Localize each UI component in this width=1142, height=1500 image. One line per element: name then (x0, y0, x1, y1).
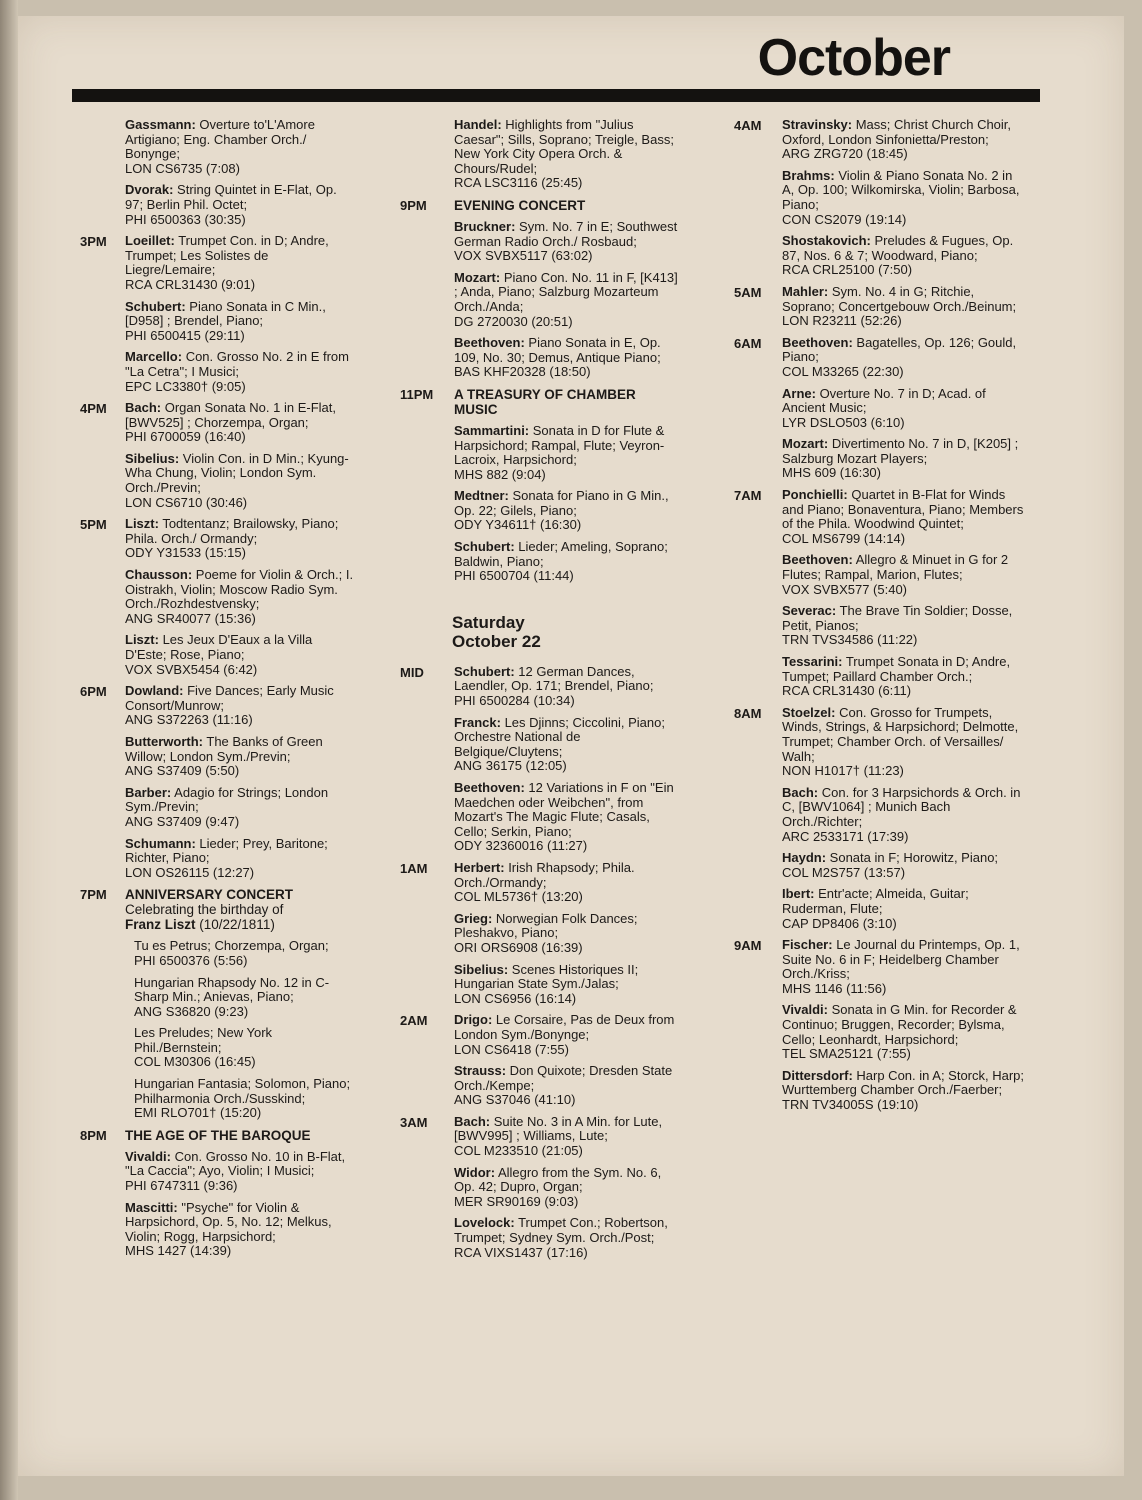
record-number: ANG S372263 (11:16) (125, 712, 253, 728)
listing (125, 183, 355, 227)
slot-time (400, 118, 454, 198)
record-number: ODY Y34611† (16:30) (454, 517, 582, 533)
composer-name: Beethoven: (782, 334, 853, 350)
slot-items (125, 118, 355, 234)
listing (454, 118, 680, 191)
listing (454, 781, 680, 854)
record-number: COL M2S757 (13:57) (782, 864, 906, 880)
binding-spine (0, 0, 18, 1500)
composer-name: Bach: (454, 1113, 491, 1129)
record-number: MER SR90169 (9:03) (454, 1193, 579, 1209)
work-details: Sonata in G Min. for Recorder & Continuo; Bruggen, Recorder; Bylsma, Cello; Leonhardt, Harpsichord; (782, 1002, 1017, 1047)
composer-name: Dittersdorf: (782, 1067, 853, 1083)
work-details: The Brave Tin Soldier; Dosse, Petit, Pianos; (782, 603, 1013, 633)
slot-time: 6PM (80, 684, 107, 700)
slot-items (454, 665, 680, 861)
composer-name: Dowland: (125, 683, 184, 699)
slot-items (125, 887, 355, 1128)
composer-name: Marcello: (125, 349, 183, 365)
work-details: Sonata in F; Horowitz, Piano; (826, 850, 999, 866)
work-details: Entr'acte; Almeida, Guitar; Ruderman, Flute; (782, 886, 969, 916)
composer-name: Tessarini: (782, 654, 843, 669)
listing (125, 118, 355, 176)
work-details: Irish Rhapsody; Phila. Orch./Ormandy; (454, 859, 635, 890)
composer-name: Schubert: (454, 663, 515, 679)
page-title: October (757, 29, 950, 87)
work-details: Tu es Petrus; Chorzempa, Organ; (134, 938, 329, 954)
composer-name: Beethoven: (454, 780, 525, 795)
day-heading-date: October 22 (452, 631, 541, 651)
schedule-slot (80, 118, 355, 234)
schedule-slot (734, 336, 1024, 488)
record-number: ARC 2533171 (17:39) (782, 828, 909, 844)
slot-time: 1AM (400, 860, 428, 876)
listing (454, 861, 680, 905)
listing (782, 604, 1024, 648)
work-details: Piano Con. No. 11 in F, [K413] ; Anda, Piano; Salzburg Mozarteum Orch./Anda; (454, 269, 678, 314)
composer-name: Handel: (454, 117, 502, 132)
record-number: LON CS6735 (7:08) (125, 160, 240, 176)
record-number: VOX SVBX577 (5:40) (782, 581, 908, 597)
schedule-slot (400, 665, 680, 861)
listing (782, 887, 1024, 931)
composer-name: Mozart: (454, 269, 501, 285)
slot-items (454, 198, 680, 387)
listing (125, 234, 355, 292)
work-details: Trumpet Con.; Robertson, Trumpet; Sydney Sym. Orch./Post; (454, 1215, 668, 1246)
slot-time: 2AM (400, 1013, 428, 1029)
composer-name: Schumann: (125, 835, 196, 851)
slot-items (454, 861, 680, 1013)
slot-time: 6AM (734, 335, 762, 351)
work-details: Les Jeux D'Eaux a la Villa D'Este; Rose, Piano; (125, 632, 313, 662)
schedule-slot (734, 285, 1024, 336)
listing (125, 1150, 355, 1194)
record-number: COL MS6799 (14:14) (782, 530, 906, 546)
slot-time: 7PM (80, 887, 107, 903)
composer-name: Mascitti: (125, 1199, 178, 1215)
listing (782, 655, 1024, 699)
work-details: Adagio for Strings; London Sym./Previn; (125, 784, 329, 815)
listing (782, 336, 1024, 380)
work-details: Hungarian Fantasia; Solomon, Piano; Philharmonia Orch./Susskind; (134, 1076, 351, 1106)
slot-time: 9AM (734, 938, 762, 954)
listing (125, 401, 355, 445)
listing (454, 963, 680, 1007)
work-details: Organ Sonata No. 1 in E-Flat, [BWV525] ; Chorzempa, Organ; (125, 400, 336, 430)
work-details: Hungarian Rhapsody No. 12 in C-Sharp Min.; Anievas, Piano; (134, 974, 330, 1005)
work-details: Le Journal du Printemps, Op. 1, Suite No. 6 in F; Heidelberg Chamber Orch./Kriss; (782, 937, 1020, 982)
work-details: Con. Grosso No. 2 in E from "La Cetra"; I Musici; (125, 349, 349, 379)
slot-time (80, 118, 125, 234)
listing (454, 424, 680, 482)
schedule-slot (400, 1013, 680, 1115)
subheading-composer: Franz Liszt (125, 917, 196, 933)
listing (782, 851, 1024, 880)
listing (782, 118, 1024, 162)
composer-name: Vivaldi: (782, 1002, 829, 1018)
composer-name: Barber: (125, 784, 172, 800)
listing (454, 1115, 680, 1159)
listing (454, 665, 680, 709)
record-number: TRN TV34005S (19:10) (782, 1097, 919, 1113)
composer-name: Loeillet: (125, 233, 175, 249)
slot-items (454, 1013, 680, 1115)
title-rule (72, 89, 1040, 102)
work-details: Quartet in B-Flat for Winds and Piano; Bonaventura, Piano; Members of the Phila. Woodwind Quintet; (782, 487, 1024, 532)
composer-name: Liszt: (125, 516, 159, 532)
composer-name: Chausson: (125, 567, 193, 583)
record-number: ANG S37409 (9:47) (125, 813, 240, 829)
slot-time: 3PM (80, 234, 107, 250)
listing (125, 1077, 355, 1121)
listing (782, 488, 1024, 546)
composer-name: Dvorak: (125, 182, 174, 198)
record-number: VOX SVBX5117 (63:02) (454, 248, 593, 264)
slot-items (125, 234, 355, 401)
listing (454, 716, 680, 774)
work-details: Lieder; Ameling, Soprano; Baldwin, Piano; (454, 539, 668, 569)
schedule-slot (80, 401, 355, 517)
slot-items (782, 118, 1024, 285)
composer-name: Franck: (454, 714, 501, 730)
work-details: Con. Grosso for Trumpets, Winds, Strings, & Harpsichord; Delmotte, Trumpet; Chamber Orch. of Versailles/ Walh; (782, 704, 1019, 764)
composer-name: Arne: (782, 385, 816, 401)
record-number: EMI RLO701† (15:20) (134, 1105, 262, 1121)
schedule-slot (400, 387, 680, 591)
work-details: Trumpet Sonata in D; Andre, Tumpet; Paillard Chamber Orch.; (782, 654, 1011, 684)
work-details: Con. for 3 Harpsichords & Orch. in C, [BWV1064] ; Munich Bach Orch./Richter; (782, 784, 1021, 829)
composer-name: Fischer: (782, 937, 833, 953)
column-2 (400, 118, 680, 1267)
slot-time: 5PM (80, 517, 107, 533)
work-details: Violin & Piano Sonata No. 2 in A, Op. 100; Wilkomirska, Violin; Barbosa, Piano; (782, 167, 1020, 212)
listing (125, 735, 355, 779)
slot-time: 9PM (400, 197, 427, 213)
record-number: MHS 1146 (11:56) (782, 980, 887, 996)
work-details: Les Djinns; Ciccolini, Piano; Orchestre National de Belgique/Cluytens; (454, 714, 665, 759)
composer-name: Bach: (125, 400, 162, 416)
work-details: Overture No. 7 in D; Acad. of Ancient Music; (782, 385, 986, 416)
day-heading-weekday: Saturday (452, 612, 525, 632)
work-details: Mass; Christ Church Choir, Oxford, London Sinfonietta/Preston; (782, 117, 1012, 147)
record-number: PHI 6700059 (16:40) (125, 429, 246, 445)
work-details: Todtentanz; Brailowsky, Piano; Phila. Orch./ Ormandy; (125, 516, 339, 546)
program-heading: A TREASURY OF CHAMBER MUSIC (454, 386, 636, 417)
record-number: RCA CRL31430 (9:01) (125, 276, 256, 292)
work-details: Suite No. 3 in A Min. for Lute, [BWV995] ; Williams, Lute; (454, 1113, 663, 1144)
record-number: ANG S37046 (41:10) (454, 1092, 576, 1108)
composer-name: Ibert: (782, 886, 815, 902)
composer-name: Stoelzel: (782, 704, 836, 720)
record-number: VOX SVBX5454 (6:42) (125, 661, 258, 677)
composer-name: Bach: (782, 784, 819, 800)
listing (454, 912, 680, 956)
slot-items (782, 285, 1024, 336)
record-number: MHS 1427 (14:39) (125, 1243, 232, 1259)
slot-items (125, 401, 355, 517)
record-number: ANG S37409 (5:50) (125, 763, 240, 779)
record-number: LON R23211 (52:26) (782, 313, 902, 329)
column-3 (734, 118, 1024, 1120)
slot-time: 4PM (80, 401, 107, 417)
listing (782, 1003, 1024, 1061)
listing (125, 786, 355, 830)
listing (782, 938, 1024, 996)
slot-items (125, 1128, 355, 1266)
composer-name: Sibelius: (454, 961, 509, 977)
composer-name: Brahms: (782, 167, 835, 183)
record-number: ANG SR40077 (15:36) (125, 610, 256, 626)
program-subheading (125, 902, 355, 932)
slot-time: 3AM (400, 1114, 428, 1130)
schedule-slot (80, 1128, 355, 1266)
slot-time: 7AM (734, 488, 762, 504)
record-number: NON H1017† (11:23) (782, 763, 904, 779)
work-details: Con. Grosso No. 10 in B-Flat, "La Caccia"; Ayo, Violin; I Musici; (125, 1148, 346, 1179)
work-details: Allegro from the Sym. No. 6, Op. 42; Dupro, Organ; (454, 1164, 662, 1195)
composer-name: Mahler: (782, 283, 829, 299)
listing (454, 1166, 680, 1210)
record-number: COL M33265 (22:30) (782, 363, 904, 379)
record-number: LON CS6710 (30:46) (125, 494, 248, 510)
listing (782, 786, 1024, 844)
record-number: RCA CRL25100 (7:50) (782, 262, 913, 278)
work-details: Allegro & Minuet in G for 2 Flutes; Rampal, Marion, Flutes; (782, 552, 1009, 583)
record-number: ODY 32360016 (11:27) (454, 838, 588, 854)
slot-items (782, 488, 1024, 706)
composer-name: Beethoven: (782, 552, 853, 568)
record-number: ODY Y31533 (15:15) (125, 545, 246, 561)
record-number: COL M30306 (16:45) (134, 1054, 256, 1070)
work-details: Les Preludes; New York Phil./Bernstein; (134, 1025, 273, 1055)
schedule-slot (734, 488, 1024, 706)
slot-items (454, 1115, 680, 1267)
composer-name: Beethoven: (454, 335, 525, 351)
column-1 (80, 118, 355, 1266)
composer-name: Stravinsky: (782, 117, 853, 132)
record-number: MHS 609 (16:30) (782, 465, 881, 481)
record-number: TRN TVS34586 (11:22) (782, 632, 918, 648)
record-number: PHI 6500363 (30:35) (125, 211, 246, 227)
listing (125, 452, 355, 510)
record-number: COL M233510 (21:05) (454, 1143, 583, 1159)
listing (125, 517, 355, 561)
listing (454, 540, 680, 584)
composer-name: Drigo: (454, 1012, 493, 1028)
listing (782, 285, 1024, 329)
listing (125, 684, 355, 728)
record-number: LON OS26115 (12:27) (125, 864, 255, 880)
slot-items (782, 938, 1024, 1120)
composer-name: Haydn: (782, 850, 827, 866)
record-number: PHI 6500704 (11:44) (454, 568, 574, 584)
work-details: Don Quixote; Dresden State Orch./Kempe; (454, 1063, 673, 1093)
record-number: PHI 6747311 (9:36) (125, 1178, 238, 1194)
schedule-slot (80, 684, 355, 887)
composer-name: Ponchielli: (782, 487, 848, 503)
listing (782, 169, 1024, 227)
record-number: DG 2720030 (20:51) (454, 313, 573, 329)
work-details: Five Dances; Early Music Consort/Munrow; (125, 683, 334, 713)
listing (782, 553, 1024, 597)
record-number: COL ML5736† (13:20) (454, 889, 583, 905)
record-number: ANG S36820 (9:23) (134, 1003, 249, 1019)
work-details: Harp Con. in A; Storck, Harp; Wurttemberg Chamber Orch./Faerber; (782, 1067, 1025, 1098)
record-number: LYR DSLO503 (6:10) (782, 414, 905, 430)
work-details: Violin Con. in D Min.; Kyung-Wha Chung, Violin; London Sym. Orch./Previn; (125, 450, 349, 496)
work-details: Trumpet Con. in D; Andre, Trumpet; Les Solistes de Liegre/Lemaire; (125, 233, 329, 278)
record-number: CON CS2079 (19:14) (782, 211, 907, 227)
slot-items (782, 706, 1024, 938)
listing (454, 1013, 680, 1057)
schedule-slot (80, 887, 355, 1128)
composer-name: Schubert: (125, 298, 186, 314)
slot-time: MID (400, 664, 424, 680)
record-number: ANG 36175 (12:05) (454, 758, 567, 774)
record-number: LON CS6956 (16:14) (454, 990, 577, 1006)
composer-name: Butterworth: (125, 733, 203, 749)
listing (125, 1026, 355, 1070)
composer-name: Severac: (782, 603, 837, 619)
composer-name: Lovelock: (454, 1215, 515, 1231)
slot-items (125, 517, 355, 684)
schedule-slot (400, 1115, 680, 1267)
work-details: Sym. No. 4 in G; Ritchie, Soprano; Concertgebouw Orch./Beinum; (782, 283, 1017, 314)
work-details: Piano Sonata in C Min., [D958] ; Brendel, Piano; (125, 298, 326, 329)
work-details: Sonata in D for Flute & Harpsichord; Rampal, Flute; Veyron-Lacroix, Harpsichord; (454, 422, 665, 468)
listing (125, 837, 355, 881)
schedule-slot (734, 706, 1024, 938)
work-details: Piano Sonata in E, Op. 109, No. 30; Demus, Antique Piano; (454, 335, 661, 365)
record-number: EPC LC3380† (9:05) (125, 378, 246, 394)
listing (782, 387, 1024, 431)
work-details: Sonata for Piano in G Min., Op. 22; Gilels, Piano; (454, 488, 669, 518)
listing (454, 1064, 680, 1108)
program-heading: THE AGE OF THE BAROQUE (125, 1127, 311, 1143)
slot-items (782, 336, 1024, 488)
composer-name: Vivaldi: (125, 1148, 172, 1164)
schedule-slot (80, 234, 355, 401)
listing (454, 336, 680, 380)
program-heading: ANNIVERSARY CONCERT Celebrating the birthday of Franz Liszt (10/22/1811) (125, 887, 355, 932)
slot-items (454, 387, 680, 591)
composer-name: Shostakovich: (782, 233, 871, 249)
composer-name: Sibelius: (125, 450, 180, 466)
work-details: Le Corsaire, Pas de Deux from London Sym./Bonynge; (454, 1012, 675, 1042)
record-number: RCA CRL31430 (6:11) (782, 683, 912, 699)
slot-time: 4AM (734, 118, 762, 133)
listing (125, 350, 355, 394)
subheading-date: (10/22/1811) (195, 917, 275, 933)
listing (125, 300, 355, 344)
work-details: Poeme for Violin & Orch.; I. Oistrakh, Violin; Moscow Radio Sym. Orch./Rozhdestvensky; (125, 567, 354, 612)
work-details: The Banks of Green Willow; London Sym./Previn; (125, 733, 323, 764)
composer-name: Strauss: (454, 1063, 507, 1079)
work-details: "Psyche" for Violin & Harpsichord, Op. 5, No. 12; Melkus, Violin; Rogg, Harpsichord; (125, 1199, 332, 1244)
slot-time: 8PM (80, 1127, 107, 1143)
listing (454, 489, 680, 533)
composer-name: Grieg: (454, 910, 493, 926)
listing (125, 976, 355, 1020)
composer-name: Gassmann: (125, 117, 196, 132)
record-number: RCA LSC3116 (25:45) (454, 175, 583, 191)
slot-time: 8AM (734, 705, 762, 721)
schedule-slot (400, 861, 680, 1013)
work-details: Preludes & Fugues, Op. 87, Nos. 6 & 7; Woodward, Piano; (782, 233, 1014, 263)
slot-time: 11PM (400, 386, 434, 402)
work-details: Sym. No. 7 in E; Southwest German Radio Orch./ Rosbaud; (454, 218, 678, 249)
listing (454, 1216, 680, 1260)
listing (125, 1201, 355, 1259)
record-number: PHI 6500376 (5:56) (134, 952, 248, 968)
work-details: Lieder; Prey, Baritone; Richter, Piano; (125, 835, 328, 866)
work-details: Divertimento No. 7 in D, [K205] ; Salzburg Mozart Players; (782, 436, 1019, 466)
schedule-slot (734, 118, 1024, 285)
listing (782, 234, 1024, 278)
listing (782, 437, 1024, 481)
listing (125, 568, 355, 626)
composer-name: Herbert: (454, 859, 505, 875)
schedule-slot (734, 938, 1024, 1120)
program-heading: EVENING CONCERT (454, 197, 586, 213)
listing (454, 271, 680, 329)
day-heading (452, 613, 680, 651)
composer-name: Medtner: (454, 488, 509, 504)
work-details: Scenes Historiques II; Hungarian State Sym./Jalas; (454, 961, 639, 992)
record-number: ORI ORS6908 (16:39) (454, 939, 583, 955)
record-number: RCA VIXS1437 (17:16) (454, 1244, 588, 1260)
listing (454, 220, 680, 264)
record-number: TEL SMA25121 (7:55) (782, 1046, 911, 1062)
slot-time: 5AM (734, 284, 762, 300)
work-details: Highlights from "Julius Caesar"; Sills, Soprano; Treigle, Bass; New York City Opera Orch. & Chours/Rudel; (454, 117, 674, 176)
work-details: Norwegian Folk Dances; Pleshakvo, Piano; (454, 910, 638, 941)
record-number: ARG ZRG720 (18:45) (782, 146, 908, 162)
subheading-text: Celebrating the birthday of (125, 902, 284, 918)
work-details: 12 German Dances, Laendler, Op. 171; Brendel, Piano; (454, 663, 654, 694)
record-number: LON CS6418 (7:55) (454, 1041, 569, 1057)
composer-name: Bruckner: (454, 218, 516, 234)
work-details: String Quintet in E-Flat, Op. 97; Berlin Phil. Octet; (125, 182, 337, 212)
work-details: Bagatelles, Op. 126; Gould, Piano; (782, 334, 1017, 365)
record-number: PHI 6500284 (10:34) (454, 693, 575, 709)
composer-name: Schubert: (454, 539, 515, 555)
composer-name: Widor: (454, 1164, 496, 1180)
record-number: CAP DP8406 (3:10) (782, 915, 897, 931)
slot-items (125, 684, 355, 887)
composer-name: Mozart: (782, 436, 829, 452)
composer-name: Sammartini: (454, 422, 530, 438)
schedule-slot (80, 517, 355, 684)
listing (782, 1069, 1024, 1113)
listing (125, 633, 355, 677)
record-number: BAS KHF20328 (18:50) (454, 364, 591, 380)
listing (125, 939, 355, 968)
schedule-slot (400, 198, 680, 387)
record-number: PHI 6500415 (29:11) (125, 327, 245, 343)
composer-name: Liszt: (125, 632, 159, 648)
work-details: Overture to'L'Amore Artigiano; Eng. Chamber Orch./ Bonynge; (125, 117, 315, 162)
listing (782, 706, 1024, 779)
slot-items (454, 118, 680, 198)
schedule-slot (400, 118, 680, 198)
record-number: MHS 882 (9:04) (454, 466, 546, 482)
work-details: 12 Variations in F on "Ein Maedchen oder Weibchen", from Mozart's The Magic Flute; Casals, Cello; Serkin, Piano; (454, 780, 674, 839)
